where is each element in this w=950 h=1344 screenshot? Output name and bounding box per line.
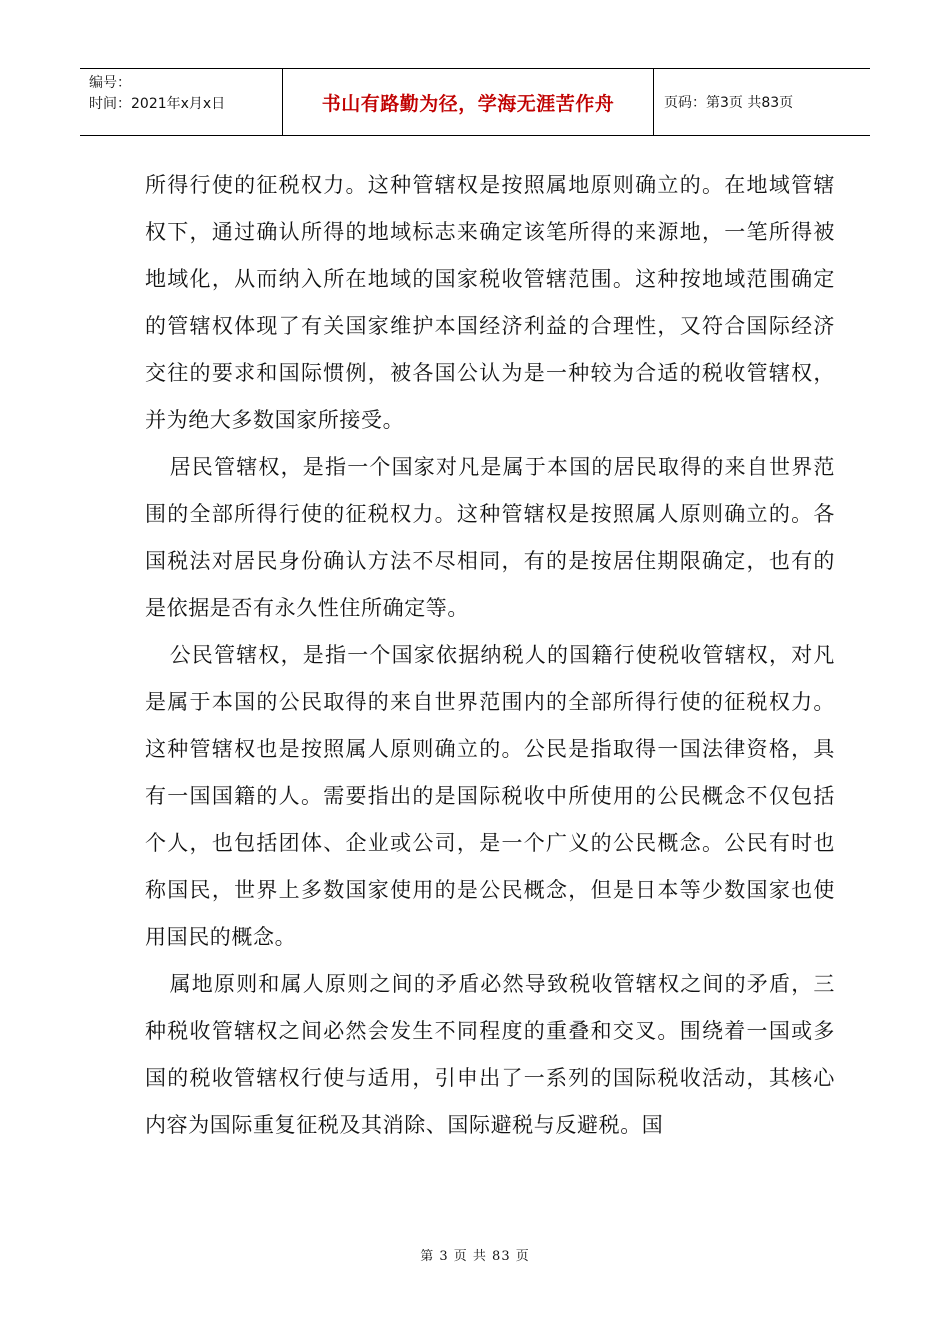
paragraph-3 — [145, 632, 835, 961]
header-motto: 书山有路勤为径，学海无涯苦作舟 — [283, 69, 654, 135]
page-footer: 第 3 页 共 83 页 — [420, 1249, 530, 1264]
document-header — [80, 68, 870, 136]
paragraph-3-text: 公民管辖权，是指一个国家依据纳税人的国籍行使税收管辖权，对凡是属于本国的公民取得的来自世界范围内的全部所得行使的征税权力。这种管辖权也是按照属人原则确立的。公民是指取得一国法律资格，具有一国国籍的人。需要指出的是国际税收中所使用的公民概念不仅包括个人，也包括团体、企业或公司，是一个广义的公民概念。公民有时也称国民，世界上多数国家使用的是公民概念，但是日本等少数国家也使用国民的概念。 — [145, 643, 835, 949]
header-page-info: 页码：第3页 共83页 — [664, 95, 794, 111]
document-body — [145, 162, 835, 1149]
paragraph-4-text: 属地原则和属人原则之间的矛盾必然导致税收管辖权之间的矛盾，三种税收管辖权之间必然会发生不同程度的重叠和交叉。围绕着一国或多国的税收管辖权行使与适用，引申出了一系列的国际税收活动，其核心内容为国际重复征税及其消除、国际避税与反避税。国 — [145, 972, 835, 1137]
time-label: 时间：2021年x月x日 — [89, 96, 226, 112]
number-label: 编号： — [89, 75, 131, 91]
paragraph-2 — [145, 444, 835, 632]
paragraph-4 — [145, 961, 835, 1149]
paragraph-1: 所得行使的征税权力。这种管辖权是按照属地原则确立的。在地域管辖权下，通过确认所得的地域标志来确定该笔所得的来源地，一笔所得被地域化，从而纳入所在地域的国家税收管辖范围。这种按地域范围确定的管辖权体现了有关国家维护本国经济利益的合理性，又符合国际经济交往的要求和国际惯例，被各国公认为是一种较为合适的税收管辖权，并为绝大多数国家所接受。 — [145, 173, 835, 432]
header-meta — [80, 69, 283, 135]
paragraph-2-text: 居民管辖权，是指一个国家对凡是属于本国的居民取得的来自世界范围的全部所得行使的征税权力。这种管辖权是按照属人原则确立的。各国税法对居民身份确认方法不尽相同，有的是按居住期限确定，也有的是依据是否有永久性住所确定等。 — [145, 455, 835, 620]
